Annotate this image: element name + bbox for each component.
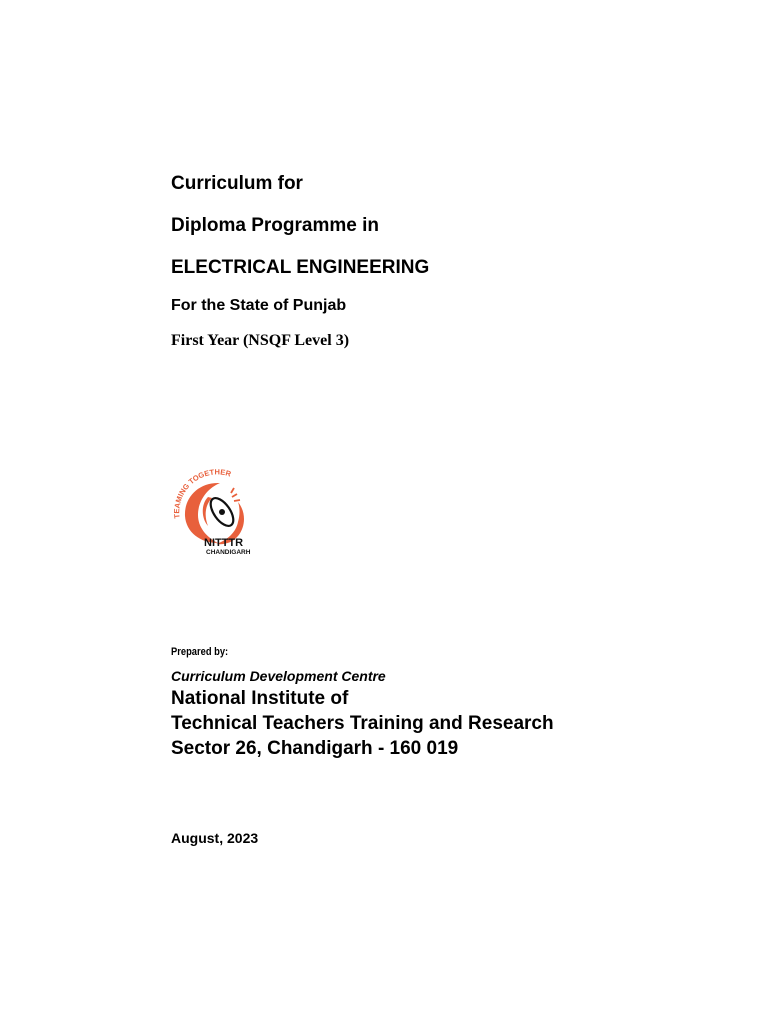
institute-address: Sector 26, Chandigarh - 160 019 [171, 738, 459, 759]
institute-name-line1: National Institute of [171, 688, 349, 709]
publication-date: August, 2023 [171, 830, 259, 846]
year-line: First Year (NSQF Level 3) [171, 332, 350, 349]
nitttr-logo [128, 440, 288, 565]
title-diploma-programme: Diploma Programme in [171, 215, 379, 236]
curriculum-centre-name: Curriculum Development Centre [171, 668, 386, 684]
logo-motto: TEAMING TOGETHER [172, 467, 233, 519]
nitttr-logo-graphic [128, 440, 288, 565]
state-line: For the State of Punjab [171, 297, 347, 314]
title-curriculum-for: Curriculum for [171, 173, 303, 194]
title-discipline: ELECTRICAL ENGINEERING [171, 257, 430, 278]
logo-name: NITTTR [204, 537, 244, 549]
logo-swoosh-left [185, 483, 220, 543]
prepared-by-label: Prepared by: [171, 646, 229, 658]
institute-name-line2: Technical Teachers Training and Research [171, 713, 554, 734]
logo-city: CHANDIGARH [206, 549, 251, 556]
logo-nucleus [219, 509, 225, 515]
logo-spark-marks [231, 488, 240, 501]
